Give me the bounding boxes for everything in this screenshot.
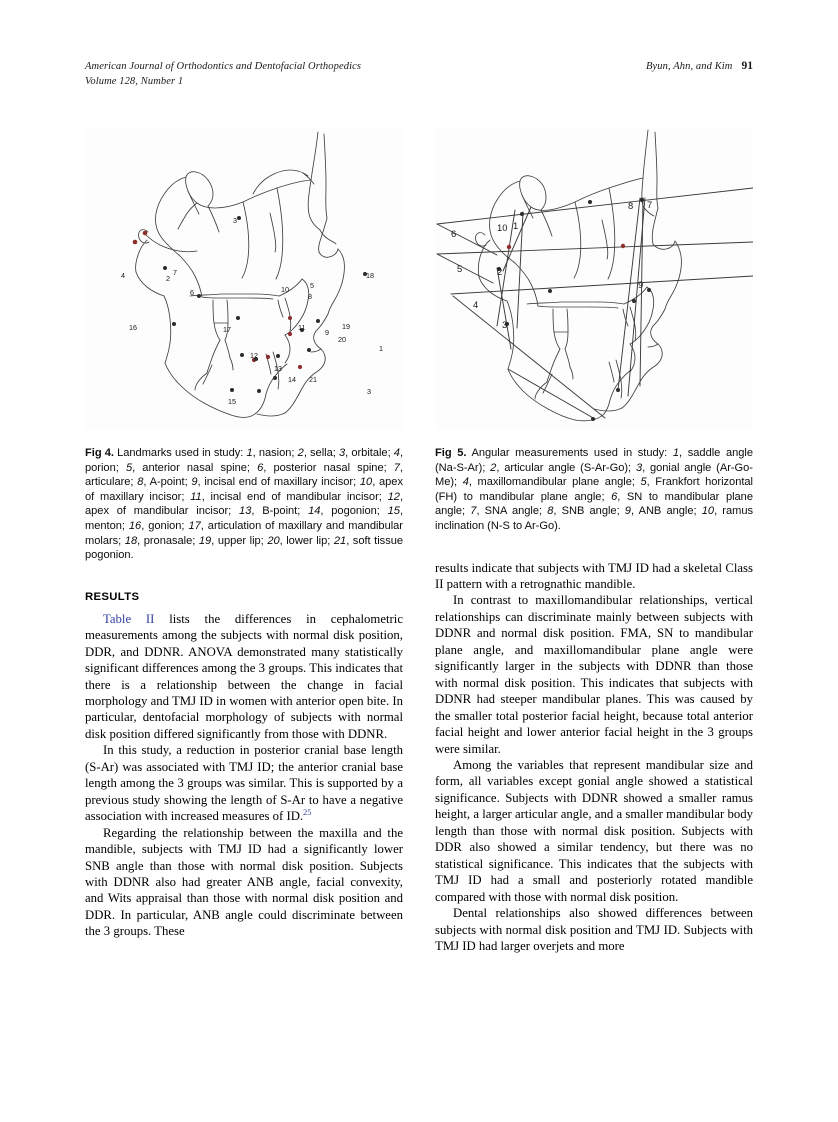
svg-text:21: 21 bbox=[309, 375, 317, 384]
running-head bbox=[85, 60, 753, 89]
svg-text:9: 9 bbox=[325, 328, 329, 337]
caption-number: 10 bbox=[359, 476, 373, 489]
caption-number: 12 bbox=[387, 490, 400, 503]
caption-number: 9 bbox=[624, 505, 631, 518]
caption-term: , articulare; bbox=[85, 461, 404, 489]
results-paragraph-3: Regarding the relationship between the maxilla and the mandible, subjects with TMJ ID had a significantly lower SNB angle than those with normal disk position. Subjects with DDNR also had greater ANB angle, facial convexity, and Wits appraisal than those with normal disk position and DDR. In particular, ANB angle could discriminate between the 3 groups. These bbox=[85, 825, 403, 939]
caption-term: , apex of mandibular incisor; bbox=[85, 490, 403, 518]
caption-term: , posterior nasal spine; bbox=[263, 461, 394, 474]
svg-text:14: 14 bbox=[288, 375, 296, 384]
fig4-landmark-dots bbox=[133, 231, 302, 369]
caption-number: 6 bbox=[611, 490, 618, 503]
caption-number: 13 bbox=[239, 505, 252, 518]
svg-text:1: 1 bbox=[513, 220, 519, 231]
caption-term: , gonial angle (Ar-Go-Me); bbox=[435, 461, 753, 489]
fig5-caption-parts bbox=[435, 447, 753, 532]
fig5-caption-intro: Angular measurements used in study: bbox=[466, 447, 673, 459]
svg-text:4: 4 bbox=[121, 271, 125, 280]
svg-text:18: 18 bbox=[366, 271, 374, 280]
fig4-landmark-numbers bbox=[121, 216, 383, 406]
caption-term: , orbitale; bbox=[345, 447, 394, 459]
caption-term: , menton; bbox=[85, 505, 403, 532]
results-p1-text: lists the differences in cephalometric measurements among the subjects with normal disk position, DDR, and DDNR. ANOVA demonstrated many statistically significant differences among the 3 groups. This indicates that there is a relationship between the change in facial morphology and TMJ ID in women with anterior open bite. In particular, dentofacial morphology of subjects with normal disk position differed significantly from those with DDNR. bbox=[85, 611, 403, 741]
results-paragraph-7: Dental relationships also showed differences between subjects with normal disk position and TMJ ID. Subjects with TMJ ID had larger overjets and more bbox=[435, 906, 753, 953]
caption-term: , Frankfort horizontal (FH) to mandibular plane angle; bbox=[435, 476, 754, 503]
fig5-label: Fig 5. bbox=[435, 447, 467, 459]
fig4-cephalometric-tracing bbox=[85, 128, 403, 430]
caption-number: 21 bbox=[333, 534, 347, 547]
caption-number: 8 bbox=[547, 505, 554, 518]
caption-number: 4 bbox=[393, 447, 400, 459]
left-body-text bbox=[85, 611, 403, 940]
svg-text:6: 6 bbox=[190, 288, 194, 297]
caption-term: , articular angle (S-Ar-Go); bbox=[496, 461, 636, 474]
caption-term: , ramus inclination (N-S to Ar-Go). bbox=[435, 505, 754, 532]
caption-number: 16 bbox=[128, 519, 142, 532]
journal-title: American Journal of Orthodontics and Dentofacial Orthopedics bbox=[85, 61, 362, 72]
journal-volume-issue: Volume 128, Number 1 bbox=[85, 75, 184, 87]
svg-text:16: 16 bbox=[129, 323, 137, 332]
svg-text:5: 5 bbox=[310, 281, 314, 290]
caption-term: , ANB angle; bbox=[630, 505, 702, 518]
caption-term: , SNB angle; bbox=[553, 505, 625, 518]
results-paragraph-4: results indicate that subjects with TMJ ID had a skeletal Class II pattern with a retrognathic mandible. bbox=[435, 560, 753, 592]
left-column bbox=[85, 128, 403, 940]
caption-number: 15 bbox=[387, 505, 400, 518]
page-number: 91 bbox=[741, 60, 753, 72]
right-body-text bbox=[435, 560, 753, 955]
fig4-caption-intro: Landmarks used in study: bbox=[113, 447, 247, 459]
caption-number: 2 bbox=[297, 447, 304, 459]
caption-number: 10 bbox=[701, 505, 715, 518]
caption-term: , incisal end of mandibular incisor; bbox=[201, 490, 388, 503]
results-paragraph-6: Among the variables that represent mandibular size and form, all variables except gonial angle showed a statistical significance. Subjects with DDNR showed a smaller ramus height, a larger articular angle, and a smaller mandibular body length than those with normal disk position. Subjects with DDR also showed a similar tendency, but there was no statistical significance. This indicates that the subjects with TMJ ID had a small and posteriorly rotated mandible compared with those with normal disk position. bbox=[435, 758, 753, 904]
caption-number: 8 bbox=[137, 476, 144, 489]
caption-term: , saddle angle (Na-S-Ar); bbox=[435, 447, 753, 474]
caption-term: , B-point; bbox=[251, 505, 309, 518]
figure-4-caption bbox=[85, 446, 403, 563]
caption-number: 3 bbox=[338, 447, 346, 459]
caption-term: , apex of maxillary incisor; bbox=[85, 476, 403, 503]
caption-term: , pogonion; bbox=[320, 505, 388, 518]
journal-title-block bbox=[85, 60, 361, 89]
results-paragraph-5: In contrast to maxillomandibular relationships, vertical relationships can discriminate mainly between subjects with DDNR and normal disk position. FMA, SN to mandibular plane angle, and maxillomandibular plane angle were significantly larger in the subjects with DDNR than those with normal disk position. This indicates that subjects with DDNR had steeper mandibular planes. This was caused by the smaller total posterior facial height, because total anterior facial height and lower anterior facial height in the 3 groups were similar. bbox=[435, 593, 753, 756]
svg-text:10: 10 bbox=[281, 285, 289, 294]
svg-text:7: 7 bbox=[173, 268, 177, 277]
caption-term: , soft tissue pogonion. bbox=[85, 534, 404, 562]
svg-text:3: 3 bbox=[367, 387, 371, 396]
caption-term: , anterior nasal spine; bbox=[132, 461, 258, 474]
caption-term: , SN to mandibular plane angle; bbox=[435, 490, 753, 518]
caption-term: , nasion; bbox=[252, 447, 298, 459]
fig4-caption-parts bbox=[85, 447, 403, 561]
caption-term: , upper lip; bbox=[211, 534, 268, 547]
results-paragraph-2 bbox=[85, 742, 403, 824]
svg-text:15: 15 bbox=[228, 397, 236, 406]
fig4-label: Fig 4. bbox=[85, 447, 114, 459]
caption-number: 6 bbox=[257, 461, 264, 474]
running-head-right bbox=[646, 60, 753, 72]
caption-number: 3 bbox=[635, 461, 643, 474]
results-heading: RESULTS bbox=[85, 590, 140, 603]
caption-term: , gonion; bbox=[141, 519, 189, 532]
caption-term: , incisal end of maxillary incisor; bbox=[197, 476, 360, 489]
caption-number: 19 bbox=[198, 534, 212, 547]
caption-number: 4 bbox=[462, 476, 469, 489]
figure-5-caption bbox=[435, 446, 753, 534]
svg-text:8: 8 bbox=[308, 292, 312, 301]
caption-number: 1 bbox=[246, 447, 253, 459]
caption-term: , A-point; bbox=[143, 476, 192, 489]
svg-text:4: 4 bbox=[473, 299, 479, 310]
reference-25[interactable]: 25 bbox=[303, 807, 312, 817]
svg-text:12: 12 bbox=[250, 351, 258, 360]
authors-running-head: Byun, Ahn, and Kim bbox=[646, 61, 733, 72]
caption-term: , SNA angle; bbox=[476, 505, 548, 518]
svg-text:20: 20 bbox=[338, 335, 346, 344]
caption-term: , sella; bbox=[303, 447, 339, 459]
results-p2-text: In this study, a reduction in posterior cranial base length (S-Ar) was associated with TMJ ID; the anterior cranial base length among the 3 groups was similar. This is supported by a previous study showing the length of S-Ar to have a negative association with increased measures of ID. bbox=[85, 743, 403, 824]
figure-5-image bbox=[435, 128, 753, 430]
caption-term: , articulation of maxillary and mandibular molars; bbox=[85, 519, 403, 547]
table-2-link[interactable]: Table II bbox=[103, 611, 155, 626]
svg-text:1: 1 bbox=[379, 344, 383, 353]
caption-number: 5 bbox=[125, 461, 133, 474]
svg-text:11: 11 bbox=[298, 323, 306, 332]
caption-number: 2 bbox=[490, 461, 497, 474]
svg-text:6: 6 bbox=[451, 228, 457, 239]
svg-text:19: 19 bbox=[342, 322, 350, 331]
caption-number: 7 bbox=[470, 505, 477, 518]
caption-number: 5 bbox=[640, 476, 647, 489]
fig5-angular-measurements-tracing bbox=[435, 128, 753, 430]
right-column bbox=[435, 128, 753, 954]
svg-text:17: 17 bbox=[223, 325, 231, 334]
svg-text:2: 2 bbox=[497, 266, 503, 277]
svg-text:7: 7 bbox=[647, 199, 653, 210]
svg-text:3: 3 bbox=[502, 319, 508, 330]
figure-4-image bbox=[85, 128, 403, 430]
caption-number: 18 bbox=[124, 534, 138, 547]
caption-term: , porion; bbox=[85, 447, 404, 474]
svg-text:2: 2 bbox=[166, 274, 170, 283]
svg-text:8: 8 bbox=[628, 200, 634, 211]
svg-text:10: 10 bbox=[497, 222, 508, 233]
caption-number: 20 bbox=[267, 534, 280, 547]
caption-number: 17 bbox=[188, 519, 201, 532]
caption-number: 7 bbox=[393, 461, 400, 474]
caption-number: 9 bbox=[191, 476, 198, 489]
caption-term: , maxillomandibular plane angle; bbox=[468, 476, 641, 489]
fig5-measurement-lines bbox=[437, 188, 753, 419]
caption-term: , lower lip; bbox=[279, 534, 334, 547]
caption-number: 1 bbox=[672, 447, 680, 459]
svg-text:5: 5 bbox=[457, 263, 463, 274]
results-paragraph-1 bbox=[85, 611, 403, 743]
caption-number: 14 bbox=[308, 505, 321, 518]
caption-term: , pronasale; bbox=[137, 534, 199, 547]
svg-text:9: 9 bbox=[638, 279, 644, 290]
caption-number: 11 bbox=[190, 490, 202, 503]
svg-text:3: 3 bbox=[233, 216, 237, 225]
svg-text:13: 13 bbox=[274, 364, 282, 373]
